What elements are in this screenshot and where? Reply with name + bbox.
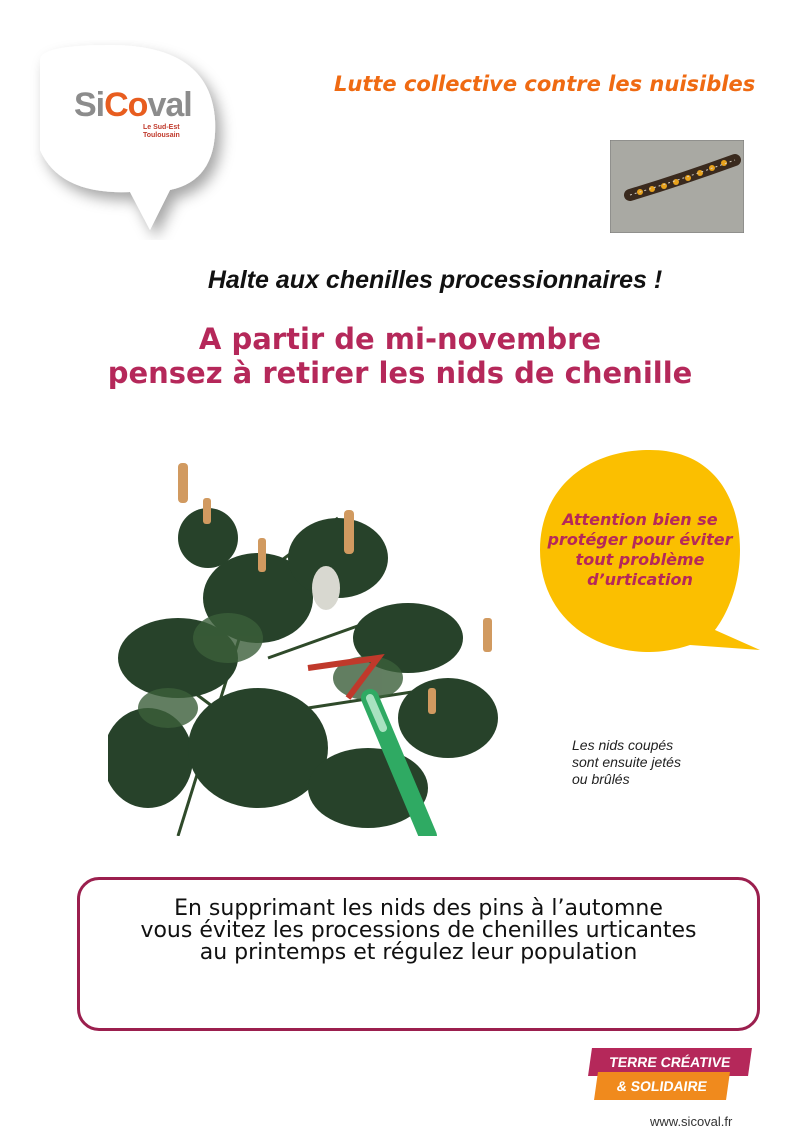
header-tag: Lutte collective contre les nuisibles: [334, 72, 756, 96]
sicoval-logo[interactable]: SiCoval: [74, 86, 192, 124]
info-line: au printemps et régulez leur population: [199, 940, 638, 965]
info-line: En supprimant les nids des pins à l’automne: [174, 896, 663, 921]
photo-caption: [572, 737, 681, 788]
caption-line: Les nids coupés: [572, 737, 674, 753]
info-text: [77, 898, 760, 964]
caption-line: sont ensuite jetés: [572, 754, 681, 770]
subtitle-line-1: A partir de mi-novembre: [198, 322, 602, 356]
warning-line: d’urtication: [587, 570, 693, 589]
logo-tagline-line-1: Le Sud-Est: [143, 124, 180, 131]
warning-line: tout problème: [575, 550, 705, 569]
caption-line: ou brûlés: [572, 771, 630, 787]
page-title: Halte aux chenilles processionnaires !: [207, 266, 663, 294]
solidaire-badge: & SOLIDAIRE: [594, 1072, 730, 1100]
caterpillar-photo: [610, 140, 744, 233]
pine-tree-photo: [108, 458, 548, 836]
warning-text: [540, 510, 740, 590]
info-line: vous évitez les processions de chenilles urticantes: [140, 918, 697, 943]
website-link[interactable]: www.sicoval.fr: [650, 1114, 733, 1129]
subtitle-line-2: pensez à retirer les nids de chenille: [107, 356, 693, 390]
warning-line: Attention bien se: [562, 510, 718, 529]
logo-tagline: [143, 124, 180, 140]
logo-bubble: [0, 40, 240, 240]
terre-creative-badge: TERRE CRÉATIVE: [588, 1048, 752, 1076]
logo-tagline-line-2: Toulousain: [143, 132, 180, 139]
warning-line: protéger pour éviter: [547, 530, 733, 549]
page-subtitle: [0, 322, 800, 390]
